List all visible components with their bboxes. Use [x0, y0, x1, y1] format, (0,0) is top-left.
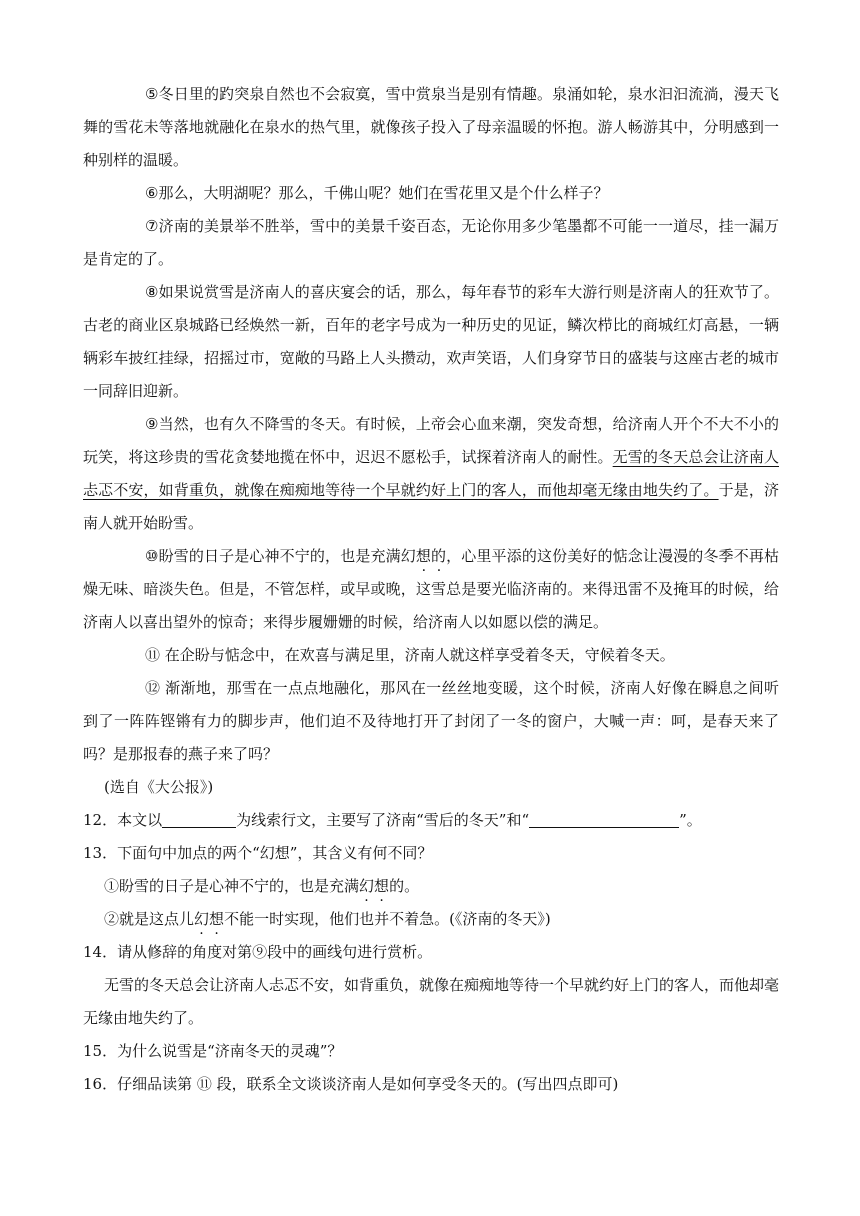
dotted-char: 想 [415, 547, 432, 565]
paragraph-text-cont: 的，心里平添的这份美好的惦念让漫漫的冬季不再枯燥无味、暗淡失色。但是，不管怎样，或早或晚，这雪总是要光临济南的。来得迅雷不及掩耳的时候，给济南人以喜出望外的惊奇；来得步履姗姗的时候，给济南人以如愿以偿的满足。 [83, 547, 779, 631]
question-text: 为线索行文，主要写了济南“雪后的冬天”和“ [236, 811, 530, 829]
paragraph-text: 济南的美景举不胜举，雪中的美景千姿百态，无论你用多少笔墨都不可能一一道尽，挂一漏万是肯定的了。 [83, 217, 779, 268]
paragraph-ref: ⑪ [196, 1075, 212, 1093]
paragraph-number: ⑤ [145, 85, 159, 103]
question-text: 下面句中加点的两个“幻想”，其含义有何不同？ [117, 844, 433, 862]
paragraph-11 [83, 639, 779, 672]
paragraph-text: 盼雪的日子是心神不宁的，也是充满 [158, 547, 401, 565]
paragraph-text: 在企盼与惦念中，在欢喜与满足里，济南人就这样享受着冬天，守候着冬天。 [160, 646, 675, 664]
question-12 [83, 804, 779, 837]
question-number: 15． [83, 1042, 118, 1060]
paragraph-text: 当然，也有久不降雪的冬天。有时候，上帝会心血来潮，突发奇想，给济南人开个不大不小的玩笑，将这珍贵的雪花贪婪地揽在怀中，迟迟不愿松手，试探着济南人的耐性。 [83, 415, 779, 466]
paragraph-10 [83, 540, 779, 639]
paragraph-9 [83, 408, 779, 540]
paragraph-number: ⑫ [145, 679, 161, 697]
question-15 [83, 1035, 779, 1068]
question-text: 仔细品读第 [117, 1075, 197, 1093]
dotted-char: 幻 [194, 910, 210, 928]
dotted-char: 幻 [359, 877, 375, 895]
question-number: 12． [83, 811, 118, 829]
item-number: ① [104, 877, 120, 895]
paragraph-number: ⑦ [145, 217, 159, 235]
paragraph-number: ⑧ [145, 283, 159, 301]
paragraph-number: ⑪ [145, 646, 161, 664]
question-text: ”。 [679, 811, 702, 829]
paragraph-8 [83, 276, 779, 408]
paragraph-text: 如果说赏雪是济南人的喜庆宴会的话，那么，每年春节的彩车大游行则是济南人的狂欢节了。古老的商业区泉城路已经焕然一新，百年的老字号成为一种历史的见证，鳞次栉比的商城红灯高悬，一辆辆彩车披红挂绿，招摇过市，宽敞的马路上人头攒动，欢声笑语，人们身穿节日的盛装与这座古老的城市一同辞旧迎新。 [83, 283, 779, 400]
item-text: 盼雪的日子是心神不宁的，也是充满 [119, 877, 360, 895]
question-text: 段，联系全文谈谈济南人是如何享受冬天的。(写出四点即可) [211, 1075, 619, 1093]
paragraph-number: ⑥ [145, 184, 159, 202]
answer-blank[interactable] [162, 809, 236, 828]
paragraph-12 [83, 672, 779, 771]
paragraph-text: 渐渐地，那雪在一点点地融化，那风在一丝丝地变暖，这个时候，济南人好像在瞬息之间听到了一阵阵铿锵有力的脚步声，他们迫不及待地打开了封闭了一冬的窗户，大喊一声：呵，是春天来了吗？是那报春的燕子来了吗？ [83, 679, 779, 763]
question-number: 14． [83, 943, 118, 961]
answer-blank[interactable] [529, 809, 679, 828]
document-page [83, 78, 779, 1101]
question-number: 13． [83, 844, 118, 862]
source-citation: (选自《大公报》) [104, 778, 214, 796]
dotted-char: 想 [209, 910, 225, 928]
question-text: 本文以 [117, 811, 163, 829]
paragraph-text: 那么，大明湖呢？那么，千佛山呢？她们在雪花里又是个什么样子？ [158, 184, 609, 202]
paragraph-number: ⑩ [145, 547, 159, 565]
underlined-sentence: 无雪的冬天总会让济南人忐忑不安，如背重负，就像在痴痴地等待一个早就约好上门的客人，而他却毫无缘由地失约了。 [83, 448, 779, 499]
item-text: 就是这点儿 [119, 910, 195, 928]
item-text: 的。 [389, 877, 420, 895]
question-13-item-2 [83, 903, 779, 936]
item-text: 不能一时实现，他们也并不着急。(《济南的冬天》) [224, 910, 551, 928]
paragraph-text-end: 于是，济南人就开始盼雪。 [83, 481, 779, 532]
paragraph-7 [83, 210, 779, 276]
question-text: 为什么说雪是“济南冬天的灵魂”？ [117, 1042, 343, 1060]
question-13 [83, 837, 779, 870]
paragraph-number: ⑨ [145, 415, 159, 433]
question-14-quote: 无雪的冬天总会让济南人忐忑不安，如背重负，就像在痴痴地等待一个早就约好上门的客人，而他却毫无缘由地失约了。 [83, 976, 780, 1027]
item-number: ② [104, 910, 120, 928]
dotted-char: 想 [374, 877, 390, 895]
question-16 [83, 1068, 779, 1101]
question-number: 16． [83, 1075, 118, 1093]
paragraph-text: 冬日里的趵突泉自然也不会寂寞，雪中赏泉当是别有情趣。泉涌如轮，泉水汩汩流淌，漫天飞舞的雪花未等落地就融化在泉水的热气里，就像孩子投入了母亲温暖的怀抱。游人畅游其中，分明感到一种别样的温暖。 [83, 85, 779, 169]
question-14 [83, 936, 779, 969]
dotted-char: 幻 [400, 547, 416, 565]
question-text: 请从修辞的角度对第⑨段中的画线句进行赏析。 [117, 943, 433, 961]
paragraph-5 [83, 78, 779, 177]
paragraph-6 [83, 177, 779, 210]
question-13-item-1 [83, 870, 779, 903]
